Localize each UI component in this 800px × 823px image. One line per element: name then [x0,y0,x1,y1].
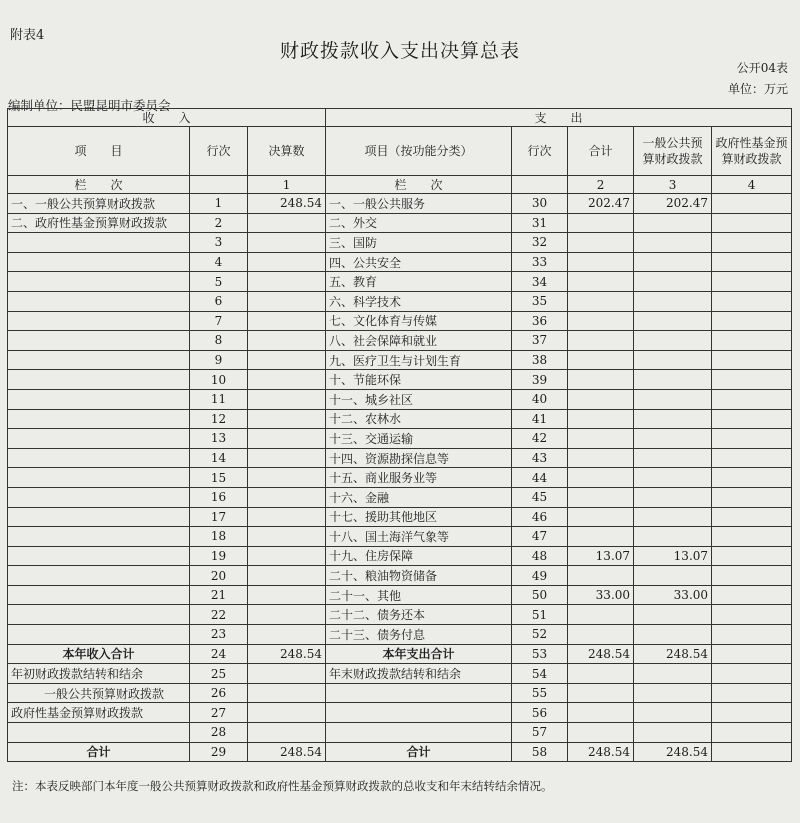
expense-gov-fund [712,272,792,292]
expense-total [568,527,634,547]
table-row [8,664,792,684]
expense-gov-fund [712,664,792,684]
expense-total [568,448,634,468]
income-amount [248,723,326,743]
expense-gov-fund [712,487,792,507]
budget-table [7,108,792,762]
income-row-no: 24 [190,644,248,664]
income-amount [248,487,326,507]
expense-general-budget [634,507,712,527]
expense-row-no: 34 [512,272,568,292]
expense-total: 248.54 [568,742,634,762]
expense-gov-fund [712,585,792,605]
expense-general-budget: 13.07 [634,546,712,566]
income-amount [248,683,326,703]
footnote: 注：本表反映部门本年度一般公共预算财政拨款和政府性基金预算财政拨款的总收支和年末结转结余情况。 [12,779,553,793]
attachment-label: 附表4 [10,28,45,43]
page-title: 财政拨款收入支出决算总表 [279,40,520,62]
col-header-func-item: 项目（按功能分类） [326,127,512,176]
income-row-no: 8 [190,331,248,351]
expense-total [568,507,634,527]
expense-row-no: 57 [512,723,568,743]
expense-general-budget [634,664,712,684]
col-label-expense: 栏 次 [326,176,512,194]
income-row-no: 14 [190,448,248,468]
expense-item: 合计 [326,742,512,762]
expense-item: 十四、资源勘探信息等 [326,448,512,468]
expense-total [568,311,634,331]
expense-item [326,703,512,723]
expense-gov-fund [712,566,792,586]
expense-row-no: 58 [512,742,568,762]
table-row [8,448,792,468]
expense-row-no: 32 [512,233,568,253]
expense-general-budget [634,409,712,429]
income-row-no: 17 [190,507,248,527]
expense-general-budget [634,429,712,449]
expense-general-budget [634,487,712,507]
table-row [8,527,792,547]
income-row-no: 20 [190,566,248,586]
expense-general-budget [634,468,712,488]
expense-item: 九、医疗卫生与计划生育 [326,350,512,370]
expense-item: 十三、交通运输 [326,429,512,449]
table-row [8,389,792,409]
income-amount: 248.54 [248,194,326,214]
income-amount [248,389,326,409]
expense-row-no: 39 [512,370,568,390]
expense-row-no: 52 [512,625,568,645]
expense-total [568,409,634,429]
table-row [8,644,792,664]
expense-row-no: 30 [512,194,568,214]
income-item [8,252,190,272]
income-amount [248,566,326,586]
income-row-no: 1 [190,194,248,214]
expense-gov-fund [712,331,792,351]
expense-item: 三、国防 [326,233,512,253]
table-row [8,605,792,625]
income-item [8,331,190,351]
expense-general-budget [634,625,712,645]
expense-item: 四、公共安全 [326,252,512,272]
income-amount [248,370,326,390]
expense-item: 十一、城乡社区 [326,389,512,409]
table-row [8,233,792,253]
form-code: 公开04表 [736,61,788,75]
expense-row-no: 37 [512,331,568,351]
expense-row-no: 48 [512,546,568,566]
org-label: 编制单位：民盟昆明市委员会 [8,98,171,113]
col-number-3: 3 [634,176,712,194]
expense-total [568,664,634,684]
income-row-no: 6 [190,291,248,311]
income-item [8,546,190,566]
expense-gov-fund [712,389,792,409]
income-row-no: 25 [190,664,248,684]
expense-general-budget: 33.00 [634,585,712,605]
expense-item: 五、教育 [326,272,512,292]
income-amount [248,350,326,370]
expense-general-budget [634,252,712,272]
expense-general-budget [634,311,712,331]
income-row-no: 16 [190,487,248,507]
expense-total [568,703,634,723]
income-amount [248,291,326,311]
expense-general-budget: 248.54 [634,742,712,762]
income-row-no: 22 [190,605,248,625]
expense-gov-fund [712,291,792,311]
expense-total [568,331,634,351]
expense-total [568,723,634,743]
col-number-2: 2 [568,176,634,194]
income-item [8,429,190,449]
table-row [8,350,792,370]
expense-total [568,429,634,449]
income-amount [248,546,326,566]
expense-item: 八、社会保障和就业 [326,331,512,351]
expense-general-budget: 202.47 [634,194,712,214]
income-item: 一般公共预算财政拨款 [8,683,190,703]
table-row [8,566,792,586]
col-header-row-no-2: 行次 [512,127,568,176]
income-item [8,468,190,488]
expense-gov-fund [712,311,792,331]
expense-general-budget [634,389,712,409]
expense-row-no: 36 [512,311,568,331]
expense-total [568,487,634,507]
expense-total [568,389,634,409]
header-row-sections [8,109,792,127]
expense-general-budget [634,233,712,253]
table-row [8,311,792,331]
expense-general-budget [634,291,712,311]
expense-gov-fund [712,213,792,233]
income-row-no: 27 [190,703,248,723]
expense-general-budget [634,683,712,703]
income-amount [248,605,326,625]
expense-total: 248.54 [568,644,634,664]
expense-general-budget [634,448,712,468]
income-item [8,585,190,605]
expense-item: 十八、国土海洋气象等 [326,527,512,547]
table-row [8,213,792,233]
table-row [8,487,792,507]
income-item: 政府性基金预算财政拨款 [8,703,190,723]
income-amount [248,213,326,233]
expense-total: 33.00 [568,585,634,605]
income-item: 年初财政拨款结转和结余 [8,664,190,684]
income-section-header: 收 入 [8,109,326,127]
expense-gov-fund [712,683,792,703]
expense-gov-fund [712,350,792,370]
expense-gov-fund [712,546,792,566]
expense-row-no: 35 [512,291,568,311]
col-header-general-budget: 一般公共预算财政拨款 [634,127,712,176]
income-amount [248,252,326,272]
expense-total [568,272,634,292]
income-amount [248,585,326,605]
income-row-no: 13 [190,429,248,449]
income-item: 合计 [8,742,190,762]
expense-item: 二十一、其他 [326,585,512,605]
expense-total [568,233,634,253]
expense-gov-fund [712,409,792,429]
expense-general-budget [634,370,712,390]
expense-row-no: 49 [512,566,568,586]
table-row [8,194,792,214]
income-row-no: 26 [190,683,248,703]
income-amount [248,409,326,429]
income-row-no: 15 [190,468,248,488]
income-item [8,527,190,547]
income-item [8,625,190,645]
col-number-4: 4 [712,176,792,194]
income-amount: 248.54 [248,644,326,664]
expense-row-no: 50 [512,585,568,605]
income-row-no: 21 [190,585,248,605]
expense-row-no: 33 [512,252,568,272]
expense-row-no: 53 [512,644,568,664]
income-item [8,723,190,743]
expense-total [568,468,634,488]
income-item [8,507,190,527]
col-header-row-no: 行次 [190,127,248,176]
table-row [8,252,792,272]
income-row-no: 3 [190,233,248,253]
income-item: 本年收入合计 [8,644,190,664]
expense-general-budget [634,350,712,370]
expense-item: 二、外交 [326,213,512,233]
income-amount [248,664,326,684]
col-number-1: 1 [248,176,326,194]
expense-total [568,252,634,272]
expense-row-no: 46 [512,507,568,527]
expense-gov-fund [712,429,792,449]
col-label-income: 栏 次 [8,176,190,194]
expense-general-budget [634,605,712,625]
expense-gov-fund [712,605,792,625]
expense-total [568,213,634,233]
table-row [8,468,792,488]
table-row [8,585,792,605]
table-row [8,703,792,723]
expense-total [568,566,634,586]
income-item [8,311,190,331]
expense-item: 二十二、债务还本 [326,605,512,625]
expense-gov-fund [712,625,792,645]
income-amount: 248.54 [248,742,326,762]
col-header-total: 合计 [568,127,634,176]
expense-row-no: 45 [512,487,568,507]
expense-row-no: 44 [512,468,568,488]
expense-general-budget [634,331,712,351]
expense-item: 六、科学技术 [326,291,512,311]
expense-item: 七、文化体育与传媒 [326,311,512,331]
expense-total [568,683,634,703]
income-row-no: 29 [190,742,248,762]
expense-row-no: 56 [512,703,568,723]
table-row [8,742,792,762]
income-row-no: 19 [190,546,248,566]
expense-item: 本年支出合计 [326,644,512,664]
unit-label: 单位：万元 [727,82,788,96]
table-row [8,291,792,311]
expense-gov-fund [712,644,792,664]
income-amount [248,468,326,488]
expense-item: 二十、粮油物资储备 [326,566,512,586]
expense-gov-fund [712,370,792,390]
table-row [8,272,792,292]
expense-gov-fund [712,252,792,272]
expense-general-budget [634,527,712,547]
income-item [8,605,190,625]
expense-row-no: 55 [512,683,568,703]
expense-item: 十二、农林水 [326,409,512,429]
table-row [8,625,792,645]
table-row [8,507,792,527]
expense-general-budget [634,723,712,743]
income-amount [248,527,326,547]
table-row [8,331,792,351]
income-item [8,233,190,253]
expense-row-no: 41 [512,409,568,429]
expense-row-no: 40 [512,389,568,409]
income-item [8,370,190,390]
expense-row-no: 54 [512,664,568,684]
income-item [8,448,190,468]
expense-general-budget [634,703,712,723]
income-row-no: 4 [190,252,248,272]
expense-row-no: 42 [512,429,568,449]
expense-total [568,291,634,311]
income-item [8,389,190,409]
header-row-column-numbers [8,176,792,194]
col-header-item: 项 目 [8,127,190,176]
table-row [8,683,792,703]
col-header-gov-fund: 政府性基金预算财政拨款 [712,127,792,176]
expense-gov-fund [712,507,792,527]
income-amount [248,331,326,351]
expense-item: 十七、援助其他地区 [326,507,512,527]
expense-total: 13.07 [568,546,634,566]
expense-item: 二十三、债务付息 [326,625,512,645]
income-row-no: 9 [190,350,248,370]
header-row-columns [8,127,792,176]
income-row-no: 11 [190,389,248,409]
expense-general-budget [634,272,712,292]
expense-total [568,350,634,370]
table-row [8,429,792,449]
expense-general-budget [634,213,712,233]
expense-row-no: 47 [512,527,568,547]
expense-gov-fund [712,723,792,743]
income-row-no: 5 [190,272,248,292]
income-item [8,566,190,586]
expense-item: 十六、金融 [326,487,512,507]
expense-gov-fund [712,448,792,468]
income-row-no: 10 [190,370,248,390]
income-item: 一、一般公共预算财政拨款 [8,194,190,214]
income-item [8,291,190,311]
income-row-no: 2 [190,213,248,233]
income-item: 二、政府性基金预算财政拨款 [8,213,190,233]
expense-total [568,370,634,390]
expense-item: 十、节能环保 [326,370,512,390]
expense-item [326,683,512,703]
expense-gov-fund [712,703,792,723]
income-amount [248,429,326,449]
expense-row-no: 43 [512,448,568,468]
expense-row-no: 31 [512,213,568,233]
income-amount [248,448,326,468]
expense-gov-fund [712,194,792,214]
income-row-no: 12 [190,409,248,429]
income-row-no: 23 [190,625,248,645]
income-row-no: 18 [190,527,248,547]
table-row [8,370,792,390]
income-item [8,409,190,429]
income-amount [248,311,326,331]
income-row-no: 7 [190,311,248,331]
expense-item: 十五、商业服务业等 [326,468,512,488]
income-amount [248,272,326,292]
expense-gov-fund [712,233,792,253]
expense-general-budget [634,566,712,586]
table-row [8,409,792,429]
expense-item [326,723,512,743]
table-row [8,723,792,743]
expense-general-budget: 248.54 [634,644,712,664]
expense-total [568,605,634,625]
expense-section-header: 支 出 [326,109,792,127]
expense-row-no: 38 [512,350,568,370]
income-amount [248,233,326,253]
table-row [8,546,792,566]
expense-item: 年末财政拨款结转和结余 [326,664,512,684]
expense-total: 202.47 [568,194,634,214]
expense-item: 一、一般公共服务 [326,194,512,214]
income-item [8,272,190,292]
income-amount [248,507,326,527]
expense-row-no: 51 [512,605,568,625]
expense-item: 十九、住房保障 [326,546,512,566]
expense-gov-fund [712,742,792,762]
income-amount [248,703,326,723]
col-header-final-amount: 决算数 [248,127,326,176]
expense-gov-fund [712,527,792,547]
expense-gov-fund [712,468,792,488]
income-amount [248,625,326,645]
income-item [8,487,190,507]
expense-total [568,625,634,645]
income-item [8,350,190,370]
income-row-no: 28 [190,723,248,743]
